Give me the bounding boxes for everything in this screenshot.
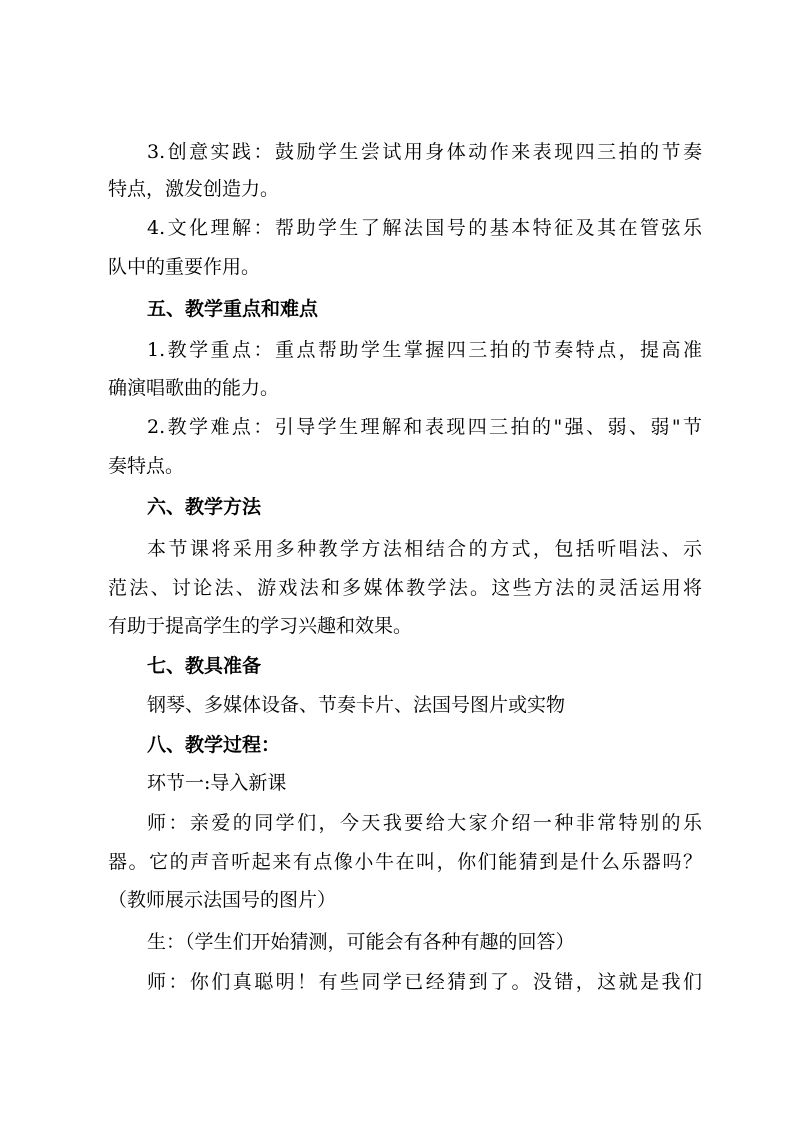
paragraph-line: 特点，激发创造力。 [108,178,280,200]
paragraph-line: 器。它的声音听起来有点像小牛在叫，你们能猜到是什么乐器吗？ [108,851,702,873]
section-heading: 八、教学过程： [147,734,281,756]
paragraph-line: 钢琴、多媒体设备、节奏卡片、法国号图片或实物 [147,694,566,716]
paragraph-line: 本节课将采用多种教学方法相结合的方式，包括听唱法、示 [147,538,702,560]
paragraph-line: 有助于提高学生的学习兴趣和效果。 [108,615,413,637]
paragraph-line: 2.教学难点：引导学生理解和表现四三拍的"强、弱、弱"节 [147,416,702,438]
paragraph-line: 师：亲爱的同学们，今天我要给大家介绍一种非常特别的乐 [147,812,702,834]
paragraph-line: 3.创意实践：鼓励学生尝试用身体动作来表现四三拍的节奏 [147,141,702,163]
paragraph-line: 生：（学生们开始猜测，可能会有各种有趣的回答） [147,931,575,953]
paragraph-line: 范法、讨论法、游戏法和多媒体教学法。这些方法的灵活运用将 [108,577,702,599]
paragraph-line: 师：你们真聪明！有些同学已经猜到了。没错，这就是我们 [147,971,702,993]
paragraph-line: 4.文化理解：帮助学生了解法国号的基本特征及其在管弦乐 [147,217,702,239]
section-heading: 五、教学重点和难点 [147,298,319,320]
section-heading: 七、教具准备 [147,655,262,677]
paragraph-line: （教师展示法国号的图片） [108,889,337,911]
paragraph-line: 确演唱歌曲的能力。 [108,377,280,399]
section-heading: 六、教学方法 [147,496,262,518]
paragraph-line: 奏特点。 [108,455,185,477]
paragraph-line: 1.教学重点：重点帮助学生掌握四三拍的节奏特点，提高准 [147,339,702,361]
paragraph-line: 队中的重要作用。 [108,256,261,278]
paragraph-line: 环节一:导入新课 [147,772,287,794]
